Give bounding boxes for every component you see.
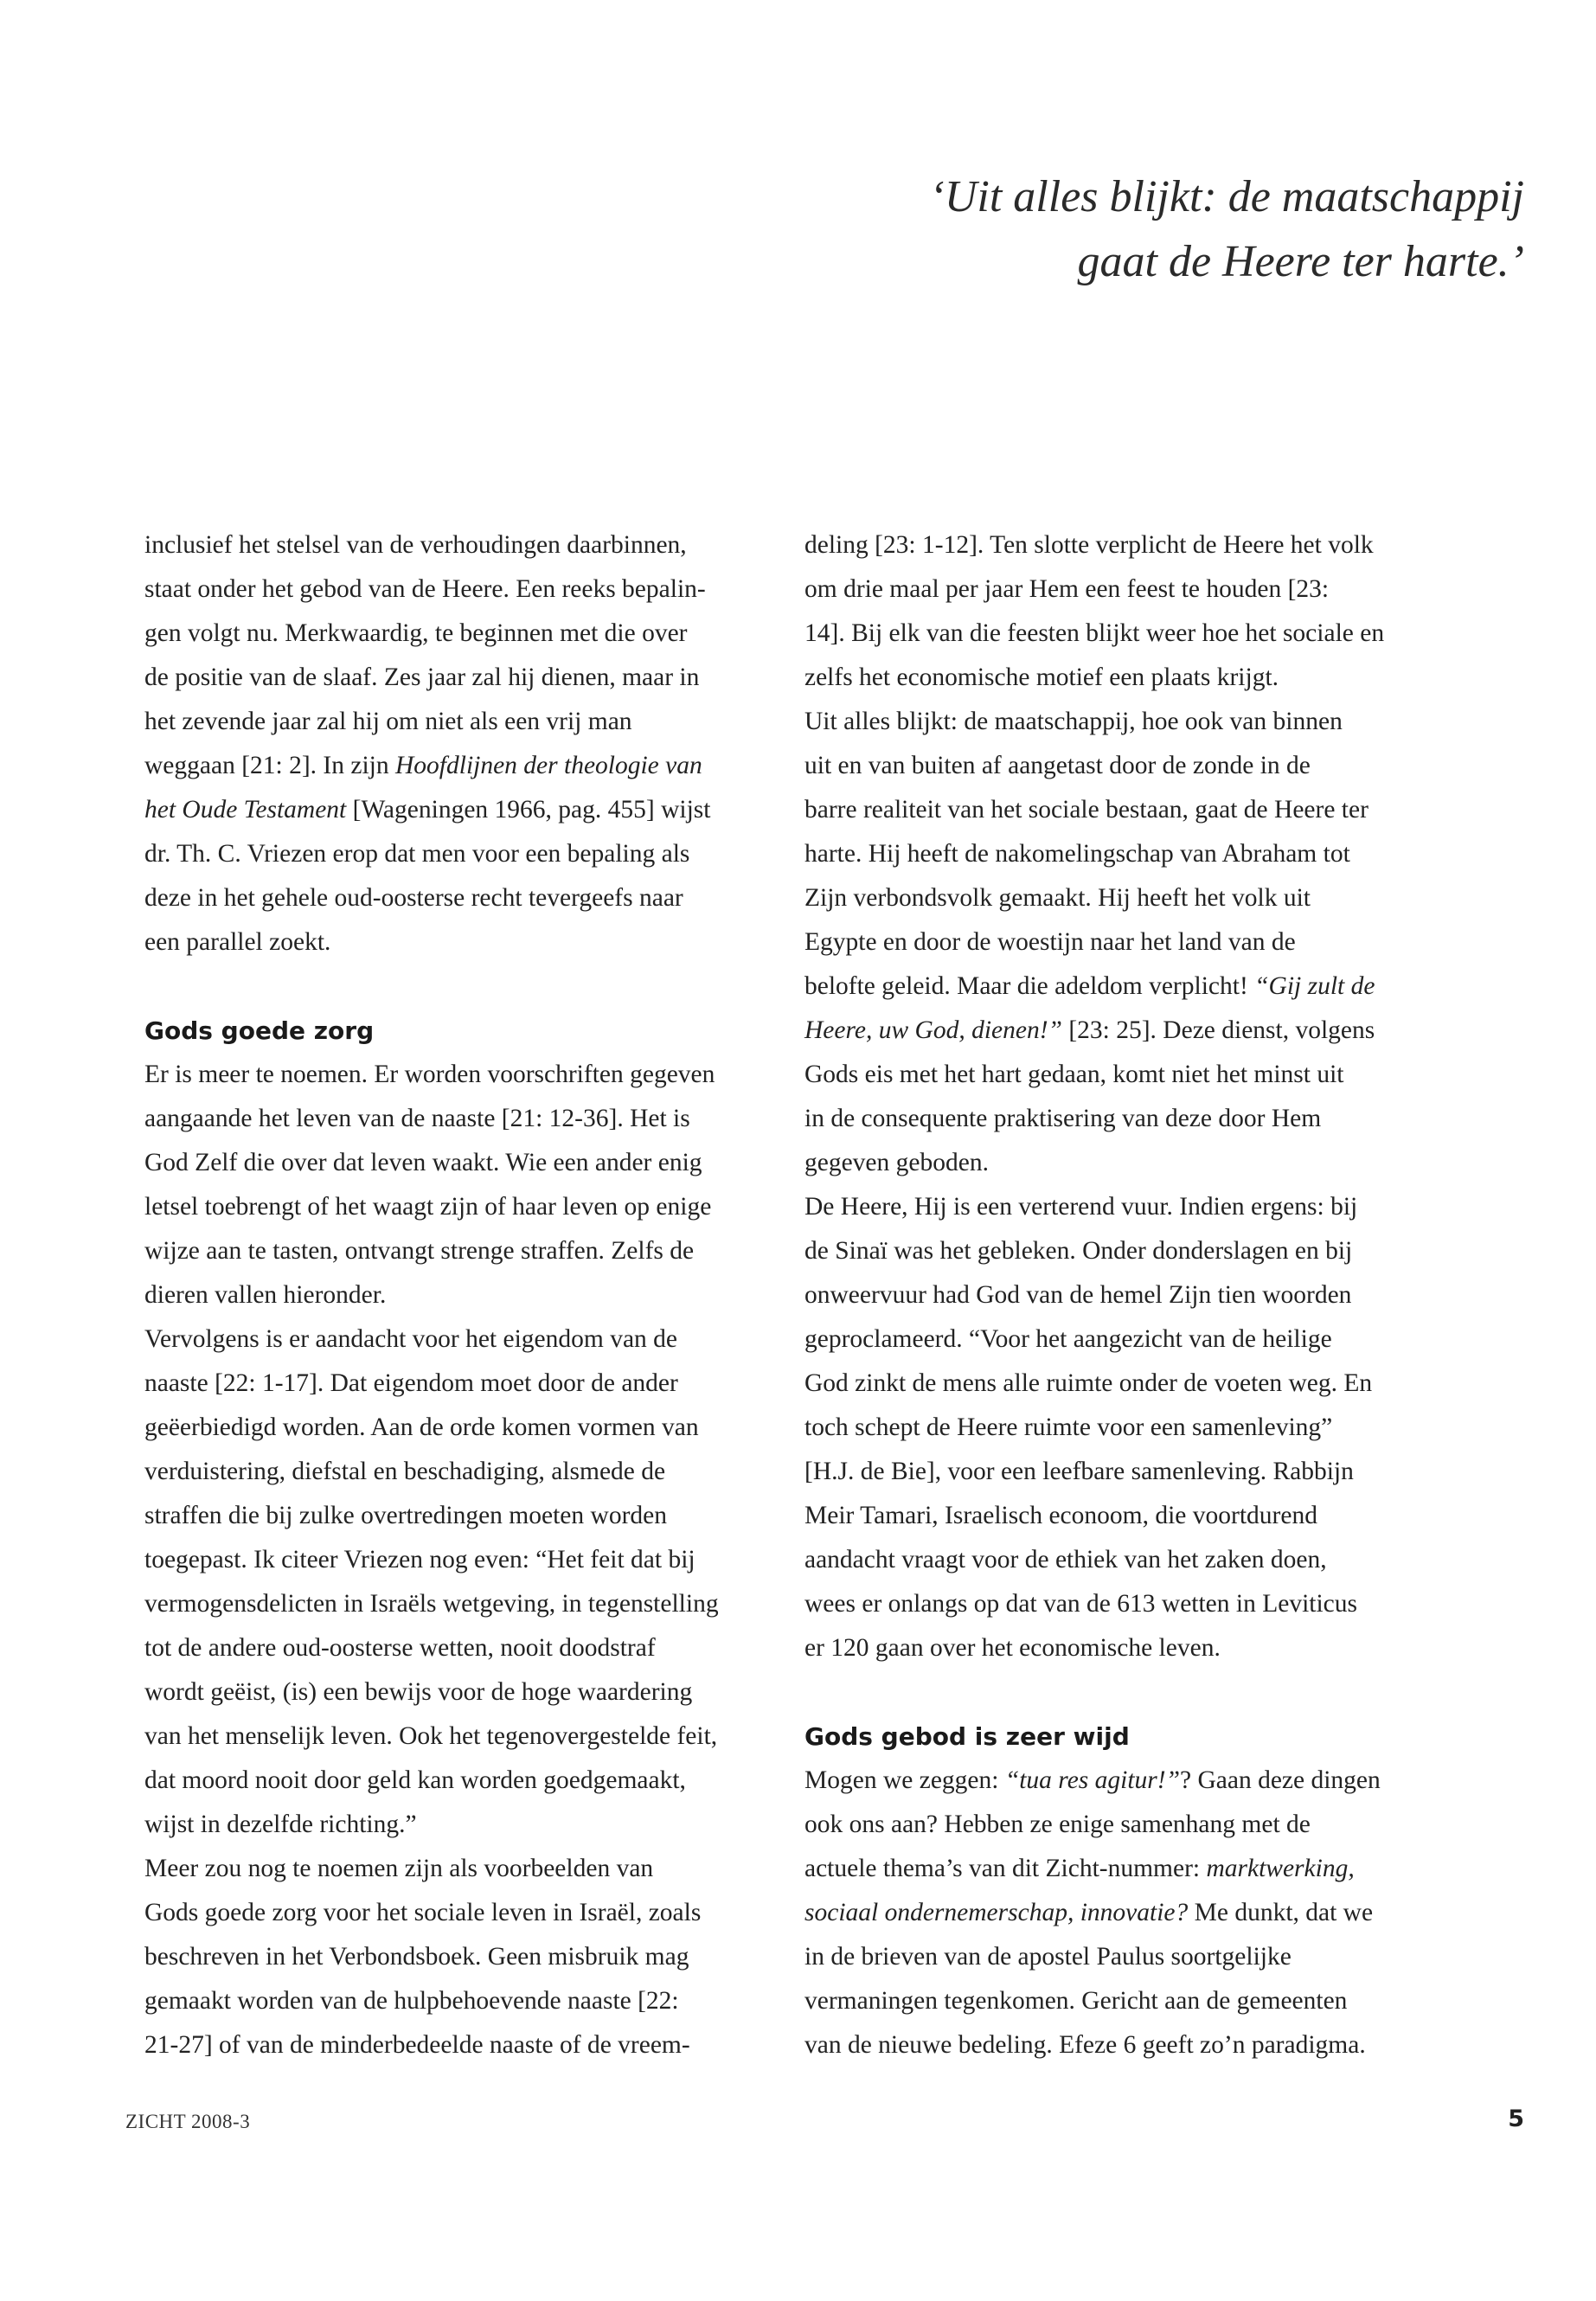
- text-line: [804, 1891, 1403, 1935]
- text-line: [804, 965, 1403, 1009]
- section-heading: Gods goede zorg: [144, 1016, 375, 1045]
- theme-list: sociaal ondernemerschap, innovatie?: [804, 1899, 1189, 1926]
- paragraph: [804, 700, 1403, 1185]
- text-line: gen volgt nu. Merkwaardig, te beginnen met die over: [144, 619, 688, 647]
- text-line: [804, 1759, 1403, 1803]
- text-line: een parallel zoekt.: [144, 928, 331, 956]
- text-line: in de consequente praktisering van deze door Hem: [804, 1105, 1322, 1132]
- text-line: van de nieuwe bedeling. Efeze 6 geeft zo’n paradigma.: [804, 2031, 1366, 2059]
- paragraph: [804, 1185, 1403, 1670]
- scripture-quote: Heere, uw God, dienen!”: [804, 1016, 1062, 1044]
- text-line: aandacht vraagt voor de ethiek van het zaken doen,: [804, 1546, 1327, 1574]
- paragraph: [144, 1053, 750, 1317]
- text-line: wijst in dezelfde richting.”: [144, 1811, 417, 1838]
- text-line: tot de andere oud-oosterse wetten, nooit doodstraf: [144, 1634, 656, 1662]
- text-line: de Sinaï was het gebleken. Onder donderslagen en bij: [804, 1237, 1353, 1265]
- text-line: straffen die bij zulke overtredingen moeten worden: [144, 1502, 667, 1529]
- text-line: Egypte en door de woestijn naar het land van de: [804, 928, 1296, 956]
- text-run: Me dunkt, dat we: [1188, 1899, 1374, 1926]
- text-line: barre realiteit van het sociale bestaan, gaat de Heere ter: [804, 796, 1368, 824]
- right-column: [804, 523, 1403, 2067]
- text-line: verduistering, diefstal en beschadiging, alsmede de: [144, 1458, 666, 1485]
- text-line: van het menselijk leven. Ook het tegenovergestelde feit,: [144, 1722, 718, 1750]
- text-line: ook ons aan? Hebben ze enige samenhang met de: [804, 1811, 1311, 1838]
- text-line: dat moord nooit door geld kan worden goedgemaakt,: [144, 1766, 686, 1794]
- text-line: Gods goede zorg voor het sociale leven in Israël, zoals: [144, 1899, 702, 1926]
- text-line: vermaningen tegenkomen. Gericht aan de gemeenten: [804, 1987, 1348, 2015]
- text-line: Meir Tamari, Israelisch econoom, die voortdurend: [804, 1502, 1317, 1529]
- text-line: zelfs het economische motief een plaats krijgt.: [804, 663, 1279, 691]
- text-line: dr. Th. C. Vriezen erop dat men voor een bepaling als: [144, 840, 690, 868]
- text-line: toch schept de Heere ruimte voor een samenleving”: [804, 1413, 1333, 1441]
- text-run: belofte geleid. Maar die adeldom verplicht!: [804, 972, 1255, 1000]
- footer-publication: ZICHT 2008-3: [125, 2111, 251, 2132]
- book-title: het Oude Testament: [144, 796, 347, 824]
- pull-quote-line: ‘Uit alles blijkt: de maatschappij: [929, 172, 1524, 221]
- text-line: toegepast. Ik citeer Vriezen nog even: “Het feit dat bij: [144, 1546, 695, 1574]
- text-line: om drie maal per jaar Hem een feest te houden [23:: [804, 575, 1330, 603]
- text-line: harte. Hij heeft de nakomelingschap van Abraham tot: [804, 840, 1350, 868]
- text-line: letsel toebrengt of het waagt zijn of haar leven op enige: [144, 1193, 712, 1221]
- text-line: er 120 gaan over het economische leven.: [804, 1634, 1221, 1662]
- text-run: Mogen we zeggen:: [804, 1766, 1005, 1794]
- text-line: naaste [22: 1-17]. Dat eigendom moet door de ander: [144, 1369, 678, 1397]
- text-line: gegeven geboden.: [804, 1149, 989, 1176]
- text-line: Uit alles blijkt: de maatschappij, hoe ook van binnen: [804, 708, 1343, 735]
- text-line: geëerbiedigd worden. Aan de orde komen vormen van: [144, 1413, 699, 1441]
- text-line: de positie van de slaaf. Zes jaar zal hij dienen, maar in: [144, 663, 700, 691]
- text-line: [H.J. de Bie], voor een leefbare samenleving. Rabbijn: [804, 1458, 1354, 1485]
- text-line: wijze aan te tasten, ontvangt strenge straffen. Zelfs de: [144, 1237, 695, 1265]
- text-line: Meer zou nog te noemen zijn als voorbeelden van: [144, 1855, 654, 1882]
- paragraph: [144, 523, 750, 965]
- text-line: Zijn verbondsvolk gemaakt. Hij heeft het volk uit: [804, 884, 1311, 912]
- text-line: Gods eis met het hart gedaan, komt niet het minst uit: [804, 1061, 1344, 1088]
- text-line: deze in het gehele oud-oosterse recht tevergeefs naar: [144, 884, 683, 912]
- text-line: uit en van buiten af aangetast door de zonde in de: [804, 752, 1311, 779]
- text-run: [Wageningen 1966, pag. 455] wijst: [346, 796, 711, 824]
- text-line: [144, 788, 750, 832]
- text-line: gemaakt worden van de hulpbehoevende naaste [22:: [144, 1987, 679, 2015]
- text-line: God Zelf die over dat leven waakt. Wie een ander enig: [144, 1149, 702, 1176]
- text-line: [804, 1847, 1403, 1891]
- latin-phrase: “tua res agitur!”: [1004, 1766, 1180, 1794]
- text-line: 14]. Bij elk van die feesten blijkt weer hoe het sociale en: [804, 619, 1385, 647]
- text-line: staat onder het gebod van de Heere. Een reeks bepalin-: [144, 575, 706, 603]
- paragraph: [144, 1317, 750, 1847]
- scripture-quote: “Gij zult de: [1254, 972, 1375, 1000]
- spacer: [804, 1670, 1403, 1715]
- left-column: [144, 523, 750, 2067]
- text-line: in de brieven van de apostel Paulus soortgelijke: [804, 1943, 1292, 1971]
- text-line: inclusief het stelsel van de verhoudingen daarbinnen,: [144, 531, 687, 559]
- text-run: [23: 25]. Deze dienst, volgens: [1061, 1016, 1375, 1044]
- text-line: het zevende jaar zal hij om niet als een vrij man: [144, 708, 632, 735]
- paragraph: [804, 1759, 1403, 2067]
- text-run: actuele thema’s van dit Zicht-nummer:: [804, 1855, 1207, 1882]
- spacer: [144, 965, 750, 1009]
- text-line: 21-27] of van de minderbedeelde naaste of de vreem-: [144, 2031, 690, 2059]
- section-heading: Gods gebod is zeer wijd: [804, 1722, 1130, 1751]
- text-line: [144, 744, 750, 788]
- text-line: Vervolgens is er aandacht voor het eigendom van de: [144, 1325, 678, 1353]
- text-line: deling [23: 1-12]. Ten slotte verplicht de Heere het volk: [804, 531, 1374, 559]
- text-line: wees er onlangs op dat van de 613 wetten in Leviticus: [804, 1590, 1357, 1618]
- text-run: weggaan [21: 2]. In zijn: [144, 752, 395, 779]
- page-number: 5: [1508, 2106, 1524, 2132]
- text-line: onweervuur had God van de hemel Zijn tien woorden: [804, 1281, 1352, 1309]
- theme-list: marktwerking,: [1206, 1855, 1355, 1882]
- paragraph: [804, 523, 1403, 700]
- text-line: Er is meer te noemen. Er worden voorschriften gegeven: [144, 1061, 715, 1088]
- text-line: De Heere, Hij is een verterend vuur. Indien ergens: bij: [804, 1193, 1358, 1221]
- text-run: ? Gaan deze dingen: [1180, 1766, 1381, 1794]
- text-line: vermogensdelicten in Israëls wetgeving, in tegenstelling: [144, 1590, 719, 1618]
- pull-quote-line: gaat de Heere ter harte.’: [1077, 237, 1524, 286]
- pull-quote: [573, 164, 1524, 294]
- text-line: wordt geëist, (is) een bewijs voor de hoge waardering: [144, 1678, 693, 1706]
- book-title: Hoofdlijnen der theologie van: [395, 752, 702, 779]
- text-line: dieren vallen hieronder.: [144, 1281, 387, 1309]
- text-line: geproclameerd. “Voor het aangezicht van de heilige: [804, 1325, 1332, 1353]
- text-line: beschreven in het Verbondsboek. Geen misbruik mag: [144, 1943, 689, 1971]
- paragraph: [144, 1847, 750, 2067]
- text-line: aangaande het leven van de naaste [21: 12-36]. Het is: [144, 1105, 690, 1132]
- text-line: [804, 1009, 1403, 1053]
- text-line: God zinkt de mens alle ruimte onder de voeten weg. En: [804, 1369, 1373, 1397]
